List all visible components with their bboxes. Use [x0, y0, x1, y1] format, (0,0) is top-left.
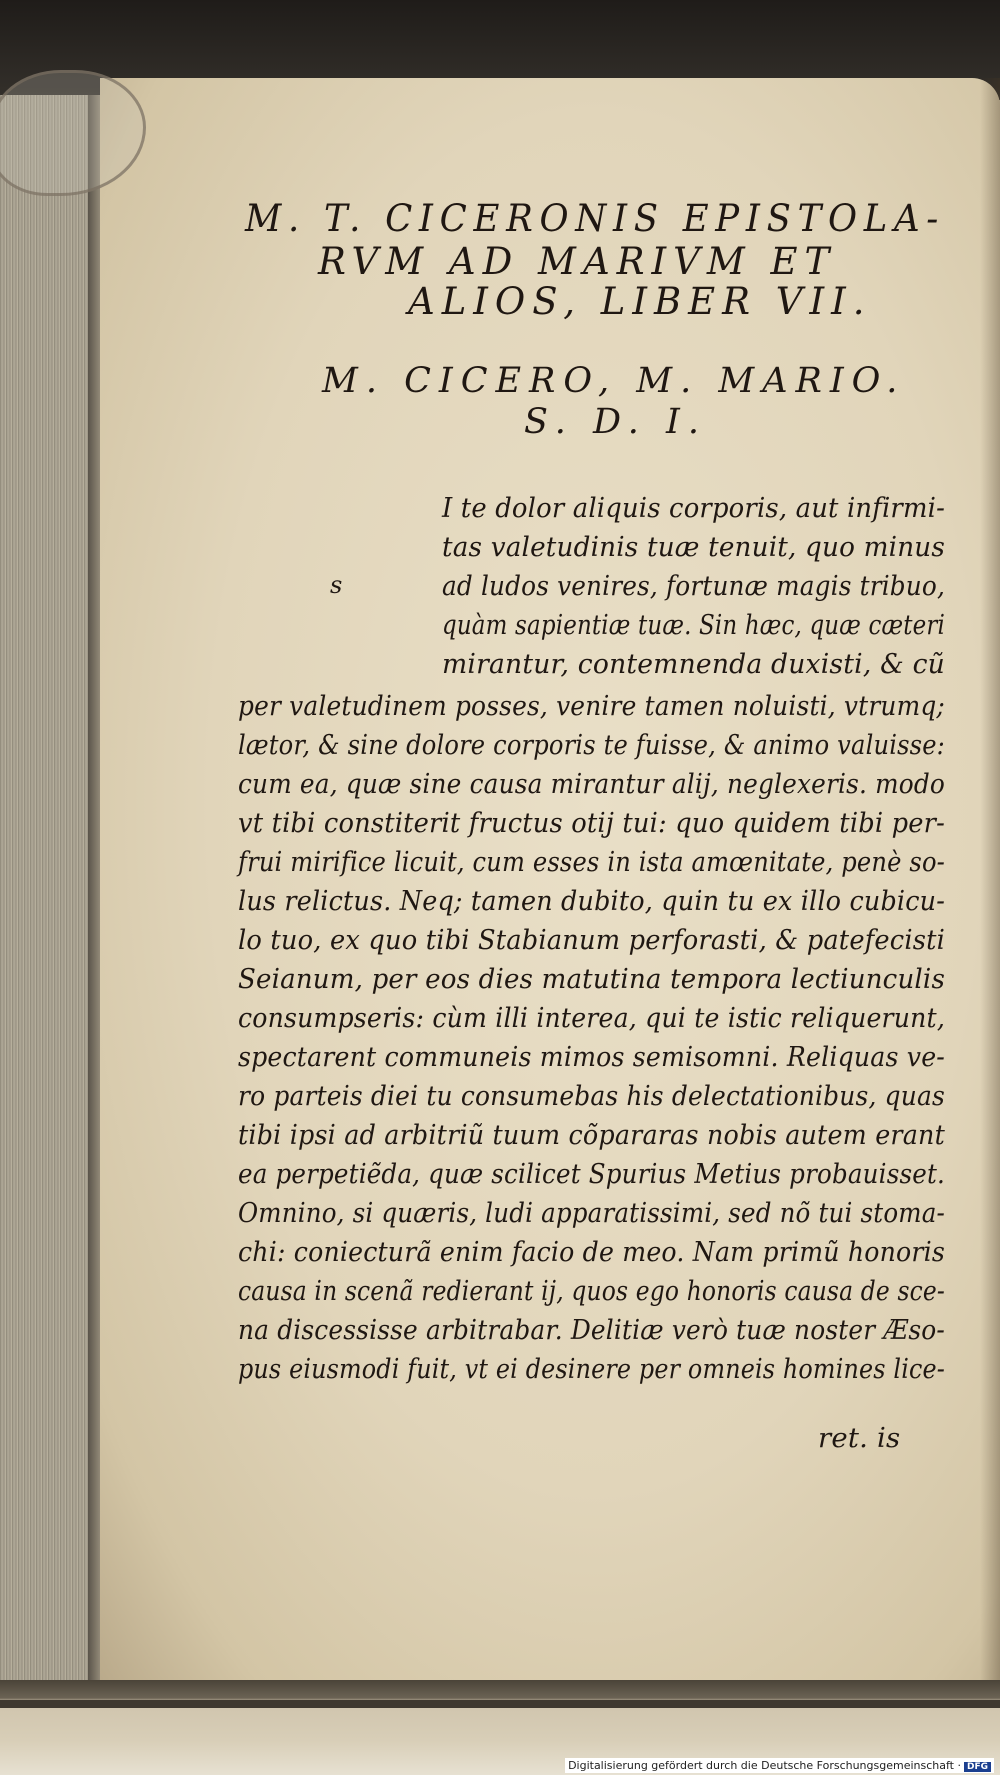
- body-line: tas valetudinis tuæ tenuit, quo minus: [442, 531, 945, 563]
- body-line: Seianum, per eos dies matutina tempora lectiunculis: [238, 963, 945, 995]
- body-line: consumpseris: cùm illi interea, qui te istic reliquerunt,: [238, 1002, 945, 1034]
- title-line-1: M. T. CICERONIS EPISTOLA-: [245, 197, 945, 240]
- catchword: ret. is: [818, 1422, 901, 1454]
- title-line-2: RVM AD MARIVM ET: [318, 240, 837, 283]
- body-line: vt tibi constiterit fructus otij tui: quo quidem tibi per-: [238, 807, 945, 839]
- body-line: tibi ipsi ad arbitriũ tuum cõpararas nobis autem erant: [238, 1119, 945, 1151]
- body-line: ea perpetiẽda, quæ scilicet Spurius Metius probauisset.: [238, 1158, 945, 1190]
- body-line: lus relictus. Neq; tamen dubito, quin tu ex illo cubicu-: [238, 885, 945, 917]
- dfg-logo: DFG: [964, 1762, 991, 1772]
- body-line: na discessisse arbitrabar. Delitiæ verò tuæ noster Æso-: [238, 1314, 945, 1346]
- page-right-shadow: [980, 78, 1000, 1688]
- body-line: mirantur, contemnenda duxisti, & cũ: [442, 648, 945, 680]
- page-block-edge: [0, 95, 100, 1685]
- letter-heading-line-1: M. CICERO, M. MARIO.: [322, 361, 906, 401]
- body-line: ad ludos venires, fortunæ magis tribuo,: [442, 570, 945, 602]
- digitization-credit-text: Digitalisierung gefördert durch die Deutsche Forschungsgemeinschaft ·: [568, 1759, 961, 1772]
- binding-rule: [0, 1700, 1000, 1708]
- body-line: Omnino, si quæris, ludi apparatissimi, sed nõ tui stoma-: [238, 1197, 945, 1229]
- body-line: frui mirifice licuit, cum esses in ista amœnitate, penè so-: [238, 846, 945, 878]
- body-line: cum ea, quæ sine causa mirantur alij, neglexeris. modo: [238, 768, 945, 800]
- body-line: quàm sapientiæ tuæ. Sin hæc, quæ cæteri: [442, 609, 945, 641]
- title-line-3: ALIOS, LIBER VII.: [408, 280, 872, 323]
- body-line: ro parteis diei tu consumebas his delectationibus, quas: [238, 1080, 945, 1112]
- digitization-credit: [565, 1758, 994, 1773]
- body-line: pus eiusmodi fuit, vt ei desinere per omneis homines lice-: [238, 1353, 945, 1385]
- body-line: spectarent communeis mimos semisomni. Reliquas ve-: [238, 1041, 945, 1073]
- body-line: lo tuo, ex quo tibi Stabianum perforasti, & patefecisti: [238, 924, 945, 956]
- body-line: per valetudinem posses, venire tamen noluisti, vtrumq;: [238, 690, 945, 722]
- body-line: chi: coniecturã enim facio de meo. Nam primũ honoris: [238, 1236, 945, 1268]
- body-line: lætor, & sine dolore corporis te fuisse, & animo valuisse:: [238, 729, 945, 761]
- letter-heading-line-2: S. D. I.: [524, 402, 707, 442]
- body-line: I te dolor aliquis corporis, aut infirmi-: [442, 492, 945, 524]
- marginal-letter: s: [330, 571, 343, 599]
- body-line: causa in scenã redierant ij, quos ego honoris causa de sce-: [238, 1275, 945, 1307]
